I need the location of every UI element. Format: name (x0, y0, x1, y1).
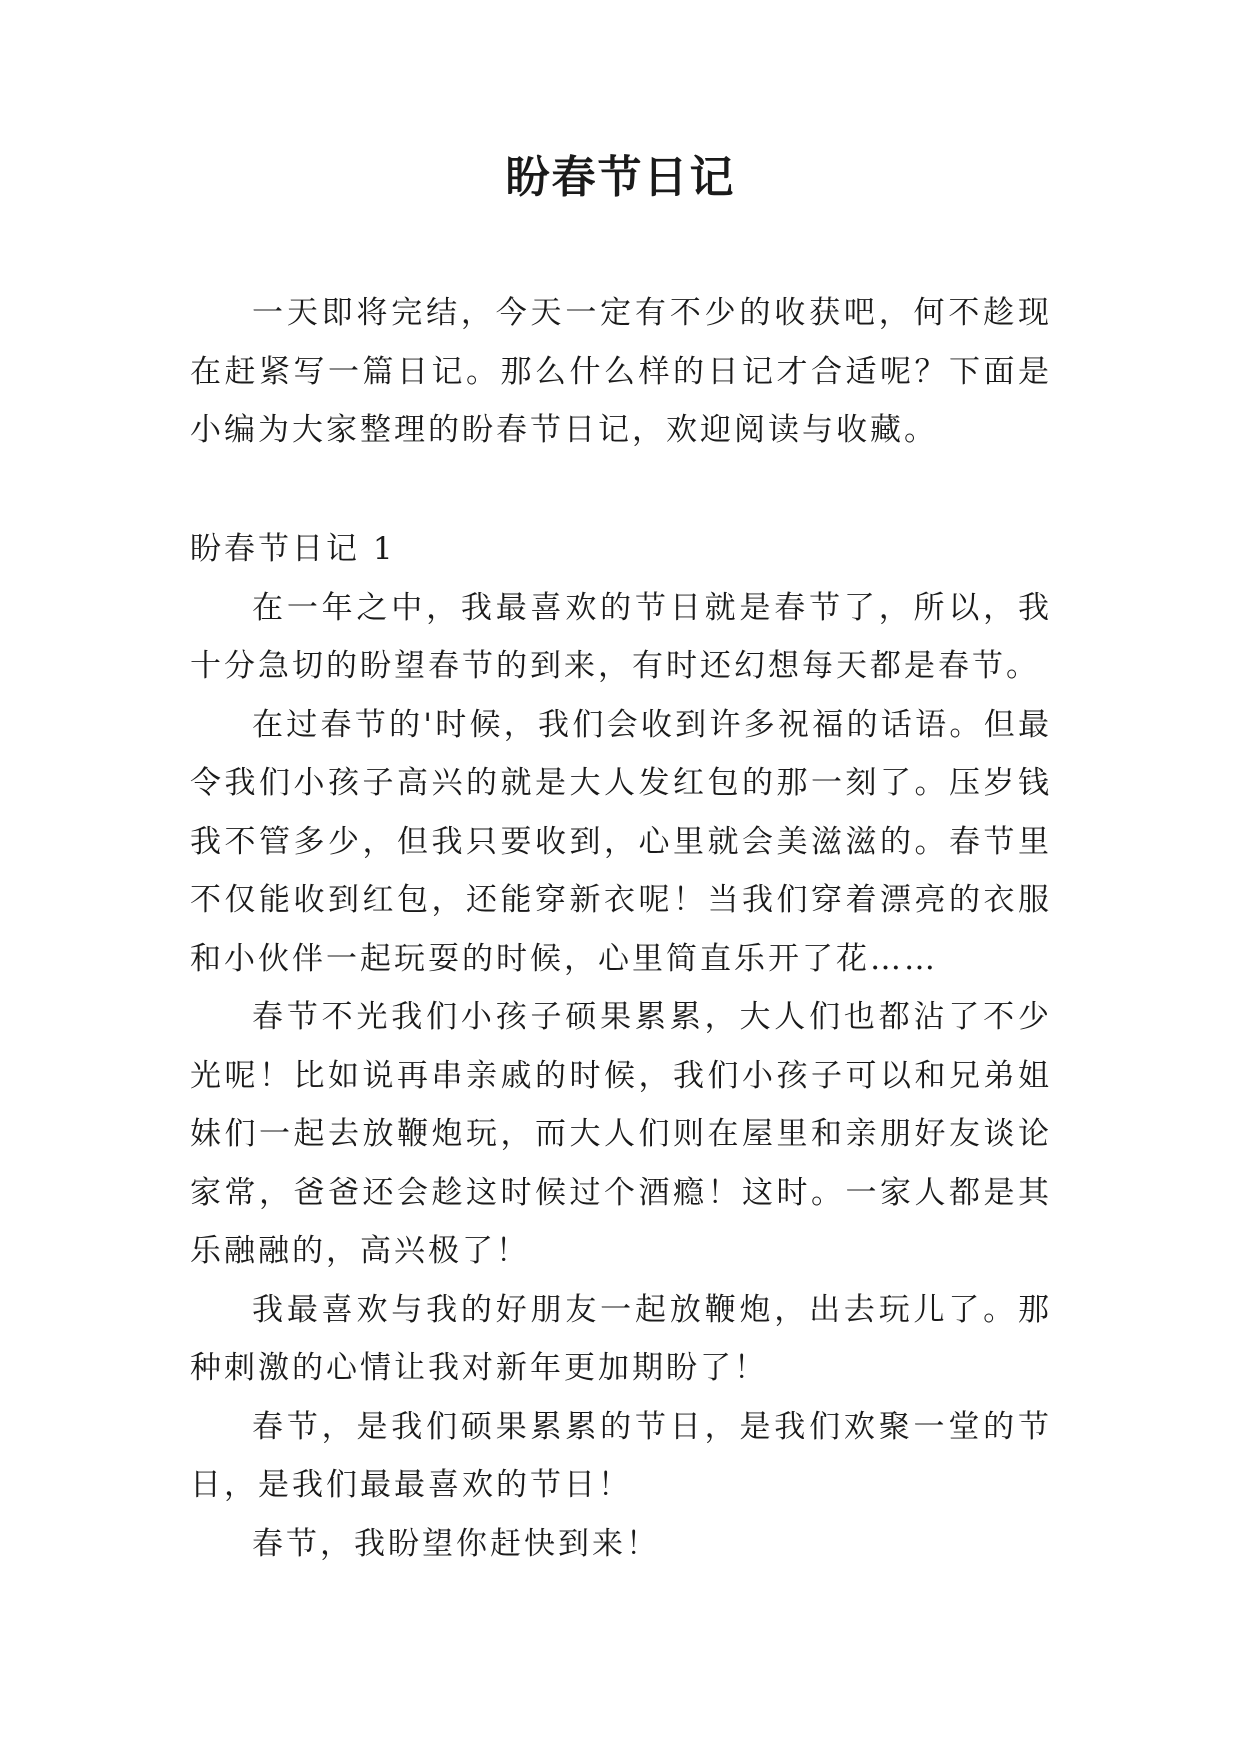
body-paragraph-6: 春节，我盼望你赶快到来！ (252, 1525, 660, 1562)
section-title: 盼春节日记 1 (190, 531, 396, 567)
body-paragraph-2: 在过春节的'时候，我们会收到许多祝福的话语。但最令我们小孩子高兴的就是大人发红包的那一刻了。压岁钱我不管多少，但我只要收到，心里就会美滋滋的。春节里不仅能收到红包，还能穿新衣呢！当我们穿着漂亮的衣服和小伙伴一起玩耍的时候，心里简直乐开了花…… (190, 706, 1052, 977)
intro-section (190, 284, 1052, 460)
body-paragraph-1: 在一年之中，我最喜欢的节日就是春节了，所以，我十分急切的盼望春节的到来，有时还幻想每天都是春节。 (190, 589, 1052, 684)
body-paragraph-4: 我最喜欢与我的好朋友一起放鞭炮，出去玩儿了。那种刺激的心情让我对新年更加期盼了！ (190, 1291, 1052, 1386)
intro-paragraph: 一天即将完结，今天一定有不少的收获吧，何不趁现在赶紧写一篇日记。那么什么样的日记才合适呢？下面是小编为大家整理的盼春节日记，欢迎阅读与收藏。 (190, 295, 1052, 448)
body-paragraph-5: 春节，是我们硕果累累的节日，是我们欢聚一堂的节日，是我们最最喜欢的节日！ (190, 1408, 1052, 1503)
body-paragraph-3: 春节不光我们小孩子硕果累累，大人们也都沾了不少光呢！比如说再串亲戚的时候，我们小孩子可以和兄弟姐妹们一起去放鞭炮玩，而大人们则在屋里和亲朋好友谈论家常，爸爸还会趁这时候过个酒瘾！这时。一家人都是其乐融融的，高兴极了！ (190, 999, 1052, 1269)
document-title: 盼春节日记 (505, 152, 736, 203)
diary-entry (190, 520, 1052, 1573)
